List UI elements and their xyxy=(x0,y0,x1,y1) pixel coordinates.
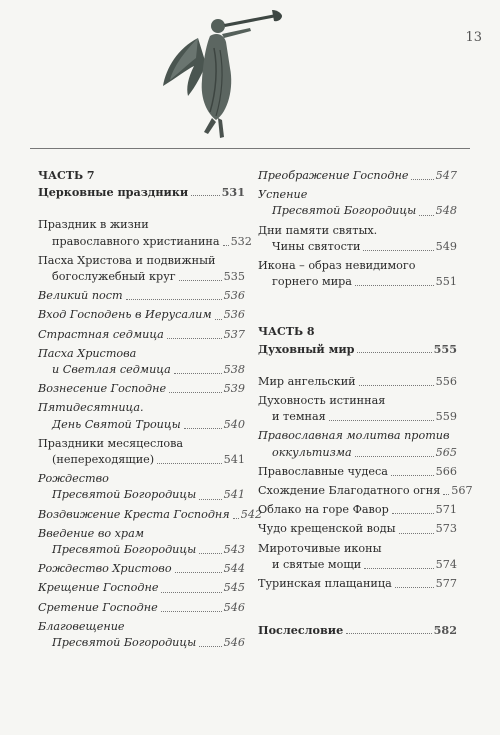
toc-entry[interactable] xyxy=(258,428,457,460)
leader-dots xyxy=(355,285,434,286)
toc-entry-title-cont: День Святой Троицы xyxy=(52,417,181,431)
header-divider xyxy=(30,148,470,149)
part-label: ЧАСТЬ 7 xyxy=(38,169,95,182)
leader-dots xyxy=(157,463,222,464)
toc-entry-title: Крещение Господне xyxy=(38,581,159,595)
toc-entry-page: 545 xyxy=(223,581,245,595)
leader-dots xyxy=(399,533,434,534)
toc-entry-page: 556 xyxy=(435,374,457,388)
toc-entry-page: 547 xyxy=(435,169,457,182)
toc-entry-title: Воздвижение Креста Господня xyxy=(38,507,230,521)
toc-entry-title-cont: и Светлая седмица xyxy=(52,363,171,377)
toc-entry[interactable] xyxy=(38,526,245,558)
toc-entry[interactable] xyxy=(258,374,457,390)
toc-entry[interactable] xyxy=(258,393,457,425)
leader-dots xyxy=(391,475,434,476)
toc-entry-title: Успение xyxy=(258,188,308,202)
toc-entry-title-cont: Пресвятой Богородицы xyxy=(272,204,417,218)
toc-entry[interactable] xyxy=(38,400,245,432)
toc-entry-page: 541 xyxy=(223,453,245,467)
right-top-entry-list xyxy=(258,168,457,290)
toc-entry[interactable] xyxy=(38,381,245,397)
toc-entry-page: 546 xyxy=(223,600,245,614)
toc-entry-title-cont: Пресвятой Богородицы xyxy=(52,543,197,557)
leader-dots xyxy=(199,499,221,500)
leader-dots xyxy=(411,179,433,180)
leader-dots xyxy=(329,420,434,421)
toc-entry-title: Великий пост xyxy=(38,289,123,303)
toc-entry[interactable] xyxy=(38,561,245,577)
toc-entry[interactable] xyxy=(258,483,473,499)
left-entry-list xyxy=(38,217,263,651)
toc-entry-page: 571 xyxy=(435,503,457,517)
toc-entry-title: Рождество xyxy=(38,472,109,486)
toc-entry-title: Туринская плащаница xyxy=(258,577,392,591)
leader-dots xyxy=(161,592,221,593)
leader-dots xyxy=(199,646,221,647)
toc-entry-page: 535 xyxy=(223,270,245,284)
toc-entry[interactable] xyxy=(38,307,245,323)
toc-entry-page: 573 xyxy=(435,522,457,536)
toc-entry-title: Введение во храм xyxy=(38,526,145,540)
leader-dots xyxy=(233,518,239,519)
toc-entry-title: Православная молитва против xyxy=(258,429,450,443)
leader-dots xyxy=(174,373,222,374)
toc-entry-page: 566 xyxy=(435,464,457,478)
trumpeting-angel-illustration xyxy=(158,8,288,140)
toc-entry-title: Вознесение Господне xyxy=(38,382,167,396)
toc-entry[interactable] xyxy=(258,541,457,573)
toc-entry-title-cont: Пресвятой Богородицы xyxy=(52,636,197,650)
toc-entry[interactable] xyxy=(258,187,457,219)
leader-dots xyxy=(364,568,433,569)
toc-entry[interactable] xyxy=(38,471,245,503)
leader-dots xyxy=(395,587,434,588)
toc-entry-page: 536 xyxy=(223,289,245,303)
toc-entry-page: 565 xyxy=(435,445,457,459)
leader-dots xyxy=(359,385,434,386)
toc-entry-page: 537 xyxy=(223,327,245,341)
toc-entry-title: Вход Господень в Иерусалим xyxy=(38,308,212,322)
toc-entry-page: 559 xyxy=(435,410,457,424)
toc-entry-page: 574 xyxy=(435,557,457,571)
toc-left-column xyxy=(38,168,263,651)
leader-dots xyxy=(161,611,222,612)
leader-dots xyxy=(419,215,433,216)
leader-dots xyxy=(363,250,433,251)
toc-entry-page: 541 xyxy=(223,488,245,502)
toc-entry-title: Дни памяти святых. xyxy=(258,223,378,237)
toc-entry-title: Сретение Господне xyxy=(38,600,158,614)
toc-entry-title-cont: горнего мира xyxy=(272,275,352,289)
toc-entry[interactable] xyxy=(38,288,245,304)
toc-right-column xyxy=(258,168,473,638)
toc-entry[interactable] xyxy=(258,576,457,592)
toc-entry-page: 540 xyxy=(223,417,245,431)
toc-entry[interactable] xyxy=(38,580,245,596)
toc-entry-page: 532 xyxy=(230,234,252,248)
toc-entry-page: 567 xyxy=(451,484,473,498)
toc-entry-title: Чудо крещенской воды xyxy=(258,522,396,536)
toc-entry-title-cont: (непереходящие) xyxy=(52,453,155,467)
toc-entry[interactable] xyxy=(258,502,457,518)
toc-entry-title: Облако на горе Фавор xyxy=(258,503,389,517)
part-title-entry: Духовный мир 555 xyxy=(258,341,457,356)
toc-entry-title: Духовность истинная xyxy=(258,394,386,408)
toc-entry-title-cont: оккультизма xyxy=(272,445,352,459)
toc-entry-page: 577 xyxy=(435,577,457,591)
toc-entry[interactable] xyxy=(258,521,457,537)
toc-entry-page: 551 xyxy=(435,275,457,289)
toc-entry-title: Православные чудеса xyxy=(258,464,388,478)
leader-dots xyxy=(443,494,449,495)
right-entry-list xyxy=(258,374,473,592)
toc-entry-title: Благовещение xyxy=(38,619,125,633)
toc-entry-title: Пятидесятница. xyxy=(38,401,144,415)
toc-entry-title: Праздник в жизни xyxy=(38,218,149,232)
toc-entry-page: 548 xyxy=(435,204,457,218)
toc-entry-page: 536 xyxy=(223,308,245,322)
toc-entry-page: 543 xyxy=(223,543,245,557)
toc-entry-title: Мироточивые иконы xyxy=(258,541,382,555)
toc-entry-title: Страстная седмица xyxy=(38,327,164,341)
toc-entry-page: 546 xyxy=(223,636,245,650)
toc-entry[interactable] xyxy=(38,346,245,378)
leader-dots xyxy=(355,456,434,457)
leader-dots xyxy=(175,572,222,573)
toc-entry-title: Мир ангельский xyxy=(258,374,356,388)
toc-entry-page: 549 xyxy=(435,239,457,253)
toc-entry-page: 542 xyxy=(240,507,263,521)
toc-entry[interactable] xyxy=(38,619,245,651)
toc-entry-title-cont: богослужебный круг xyxy=(52,270,176,284)
toc-entry[interactable] xyxy=(38,507,263,523)
toc-entry[interactable] xyxy=(258,168,457,184)
toc-entry[interactable] xyxy=(258,258,457,290)
toc-entry-title-cont: и святые мощи xyxy=(272,557,362,571)
toc-entry[interactable] xyxy=(258,223,457,255)
leader-dots xyxy=(126,299,222,300)
leader-dots xyxy=(179,280,222,281)
leader-dots xyxy=(169,392,222,393)
toc-entry-page: 544 xyxy=(223,562,245,576)
toc-entry[interactable] xyxy=(258,464,457,480)
page-number: 13 xyxy=(465,30,482,45)
toc-entry-title-cont: и темная xyxy=(272,410,326,424)
toc-entry-title: Икона – образ невидимого xyxy=(258,259,416,273)
toc-entry[interactable] xyxy=(38,253,245,285)
toc-entry[interactable] xyxy=(38,436,245,468)
toc-entry-title: Пасха Христова и подвижный xyxy=(38,253,216,267)
leader-dots xyxy=(184,428,222,429)
toc-entry[interactable] xyxy=(38,327,245,343)
toc-entry-page: 538 xyxy=(223,363,245,377)
leader-dots xyxy=(392,513,434,514)
toc-entry-title: Преображение Господне xyxy=(258,169,409,182)
part-title-entry: Церковные праздники 531 xyxy=(38,185,245,200)
part-label: ЧАСТЬ 8 xyxy=(258,325,315,339)
leader-dots xyxy=(167,338,222,339)
afterword-entry: Послесловие 582 xyxy=(258,623,457,638)
leader-dots xyxy=(223,245,229,246)
toc-entry-title-cont: Пресвятой Богородицы xyxy=(52,488,197,502)
leader-dots xyxy=(215,319,222,320)
toc-entry-title: Схождение Благодатного огня xyxy=(258,484,441,498)
toc-entry-page: 539 xyxy=(223,382,245,396)
toc-entry-title: Пасха Христова xyxy=(38,346,137,360)
toc-entry-title-cont: Чины святости xyxy=(272,239,361,253)
toc-entry-title: Рождество Христово xyxy=(38,562,172,576)
toc-entry-title-cont: православного христианина xyxy=(52,234,220,248)
toc-entry[interactable] xyxy=(38,217,252,249)
toc-entry-title: Праздники месяцеслова xyxy=(38,436,184,450)
leader-dots xyxy=(199,553,221,554)
toc-entry[interactable] xyxy=(38,600,245,616)
